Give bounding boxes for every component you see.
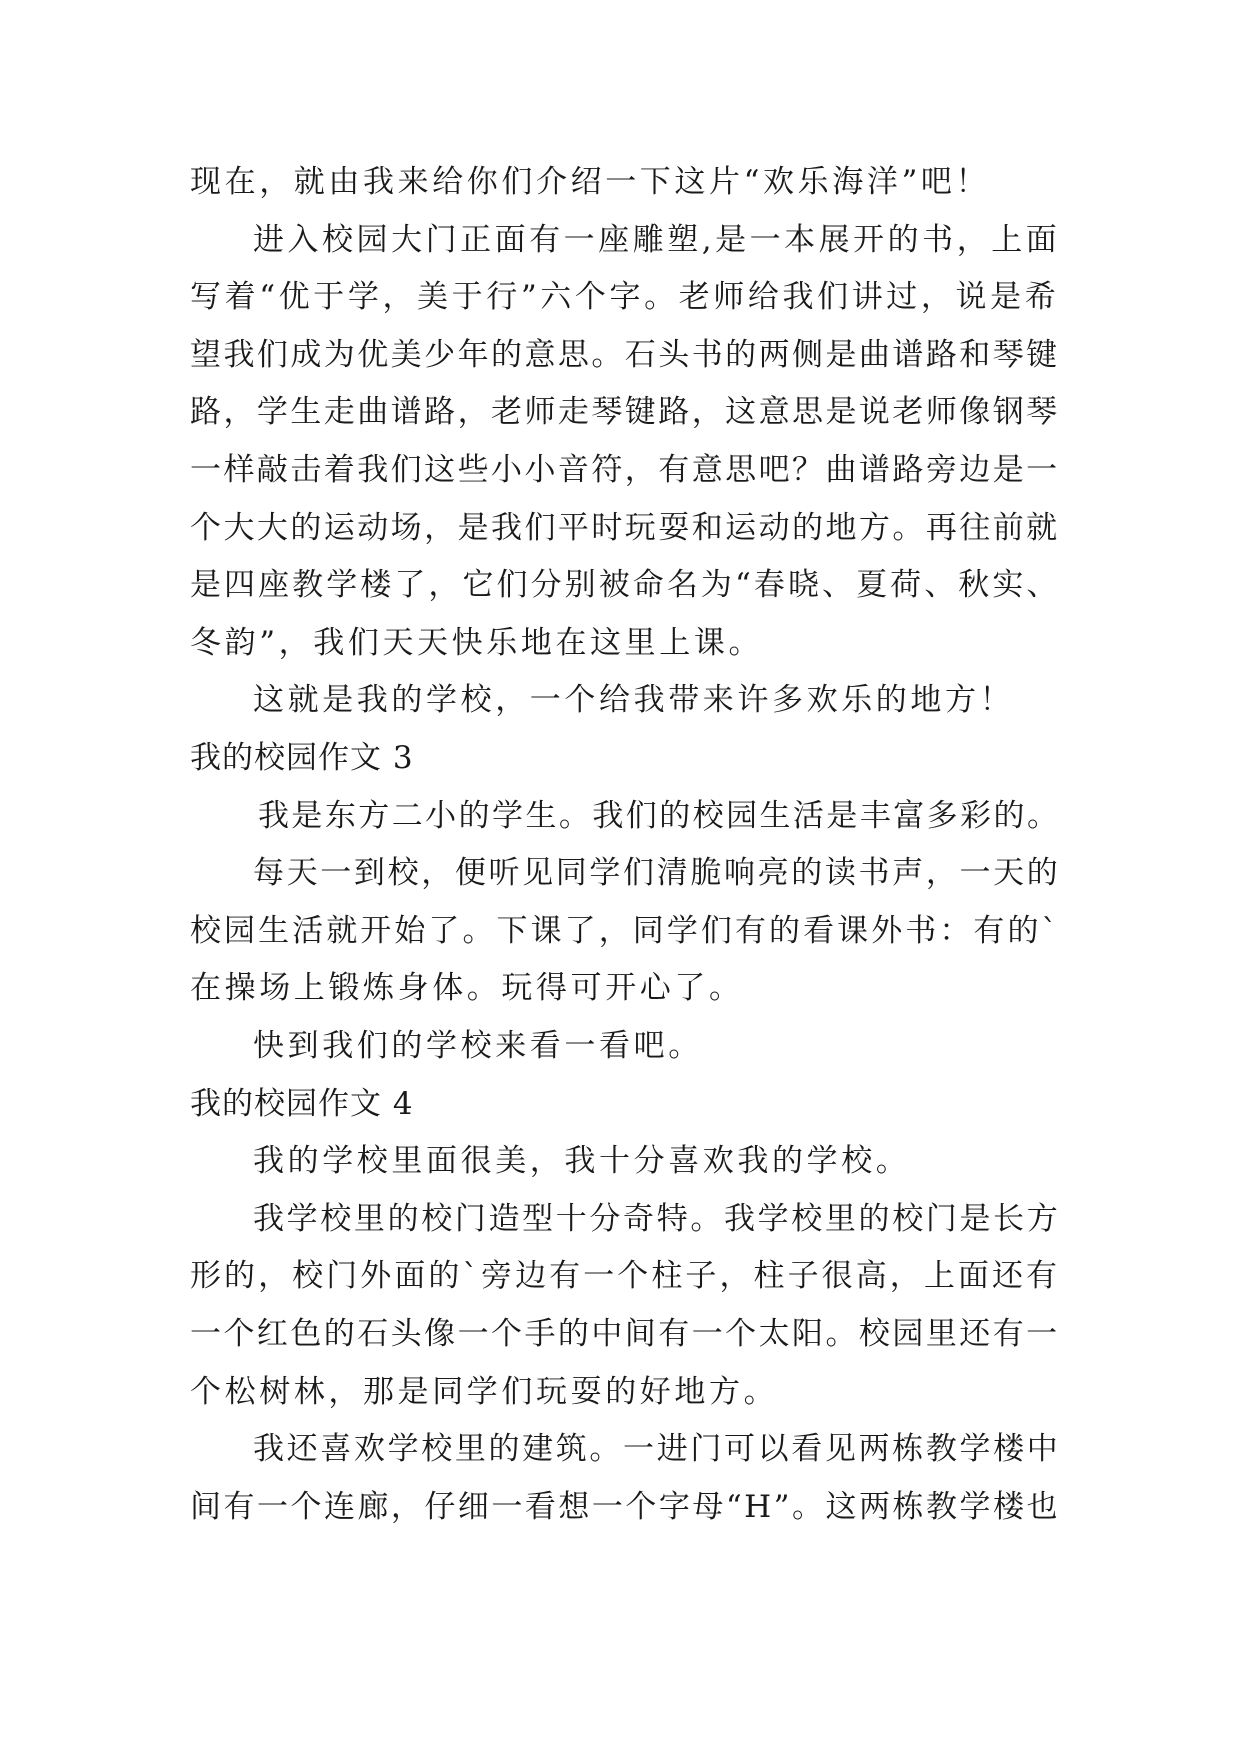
text-line: 在操场上锻炼身体。玩得可开心了。 — [190, 970, 744, 1006]
paragraph-start: 快到我们的学校来看一看吧。 — [253, 1028, 703, 1064]
text-line: 形的，校门外面的`旁边有一个柱子，柱子很高，上面还有 — [190, 1258, 1061, 1294]
text-line: 间有一个连廊，仔细一看想一个字母“H”。这两栋教学楼也 — [190, 1489, 1060, 1525]
text-line: 个松树林，那是同学们玩耍的好地方。 — [190, 1374, 779, 1410]
paragraph-start: 我是东方二小的学生。我们的校园生活是丰富多彩的。 — [258, 798, 1061, 834]
paragraph-start: 我的学校里面很美，我十分喜欢我的学校。 — [253, 1143, 911, 1179]
text-line: 一样敲击着我们这些小小音符，有意思吧？曲谱路旁边是一 — [190, 452, 1060, 488]
section-heading: 我的校园作文 3 — [190, 740, 414, 776]
paragraph-start: 我学校里的校门造型十分奇特。我学校里的校门是长方 — [253, 1201, 1061, 1237]
text-line: 冬韵”，我们天天快乐地在这里上课。 — [190, 625, 764, 661]
text-line: 个大大的运动场，是我们平时玩耍和运动的地方。再往前就 — [190, 510, 1060, 546]
text-line: 望我们成为优美少年的意思。石头书的两侧是曲谱路和琴键 — [190, 337, 1060, 373]
text-line: 校园生活就开始了。下课了，同学们有的看课外书：有的` — [190, 913, 1061, 949]
text-line: 路，学生走曲谱路，老师走琴键路，这意思是说老师像钢琴 — [190, 394, 1060, 430]
section-heading: 我的校园作文 4 — [190, 1086, 414, 1122]
text-line: 是四座教学楼了，它们分别被命名为“春晓、夏荷、秋实、 — [190, 567, 1061, 603]
text-line: 一个红色的石头像一个手的中间有一个太阳。校园里还有一 — [190, 1316, 1060, 1352]
text-line: 写着“优于学，美于行”六个字。老师给我们讲过，说是希 — [190, 279, 1060, 315]
paragraph-start: 每天一到校，便听见同学们清脆响亮的读书声，一天的 — [253, 855, 1061, 891]
paragraph-start: 进入校园大门正面有一座雕塑,是一本展开的书，上面 — [253, 222, 1061, 258]
paragraph-start: 这就是我的学校，一个给我带来许多欢乐的地方！ — [253, 682, 1015, 718]
text-line: 现在，就由我来给你们介绍一下这片“欢乐海洋”吧！ — [190, 164, 991, 200]
paragraph-start: 我还喜欢学校里的建筑。一进门可以看见两栋教学楼中 — [253, 1431, 1061, 1467]
